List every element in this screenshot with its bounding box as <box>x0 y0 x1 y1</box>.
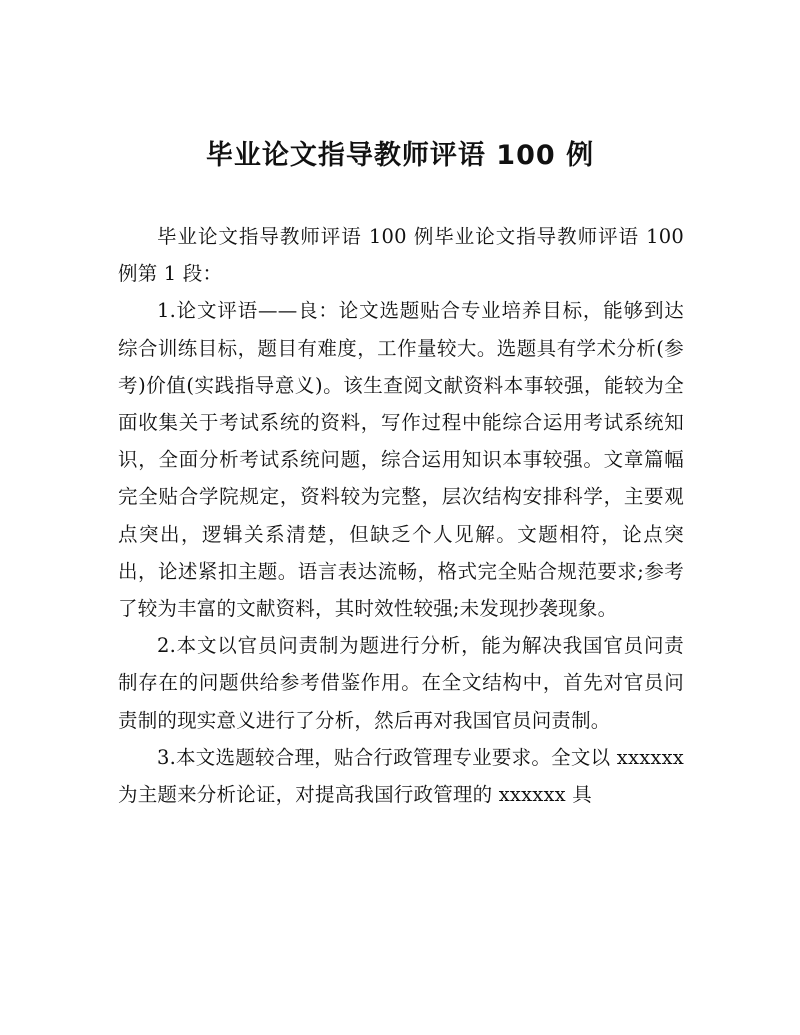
document-body <box>118 218 684 813</box>
paragraph-intro: 毕业论文指导教师评语 100 例毕业论文指导教师评语 100 例第 1 段： <box>118 225 684 286</box>
paragraph-comment-1: 1.论文评语——良：论文选题贴合专业培养目标，能够到达综合训练目标，题目有难度，工作量较大。选题具有学术分析(参考)价值(实践指导意义)。该生查阅文献资料本事较强，能较为全面收集关于考试系统的资料，写作过程中能综合运用考试系统知识，全面分析考试系统问题，综合运用知识本事较强。文章篇幅完全贴合学院规定，资料较为完整，层次结构安排科学，主要观点突出，逻辑关系清楚，但缺乏个人见解。文题相符，论点突出，论述紧扣主题。语言表达流畅，格式完全贴合规范要求;参考了较为丰富的文献资料，其时效性较强;未发现抄袭现象。 <box>118 299 684 621</box>
document-title: 毕业论文指导教师评语 100 例 <box>205 140 595 171</box>
paragraph-comment-2: 2.本文以官员问责制为题进行分析，能为解决我国官员问责制存在的问题供给参考借鉴作用。在全文结构中，首先对官员问责制的现实意义进行了分析，然后再对我国官员问责制。 <box>118 634 684 732</box>
paragraph-comment-3: 3.本文选题较合理，贴合行政管理专业要求。全文以 xxxxxx 为主题来分析论证，对提高我国行政管理的 xxxxxx 具 <box>118 745 684 807</box>
